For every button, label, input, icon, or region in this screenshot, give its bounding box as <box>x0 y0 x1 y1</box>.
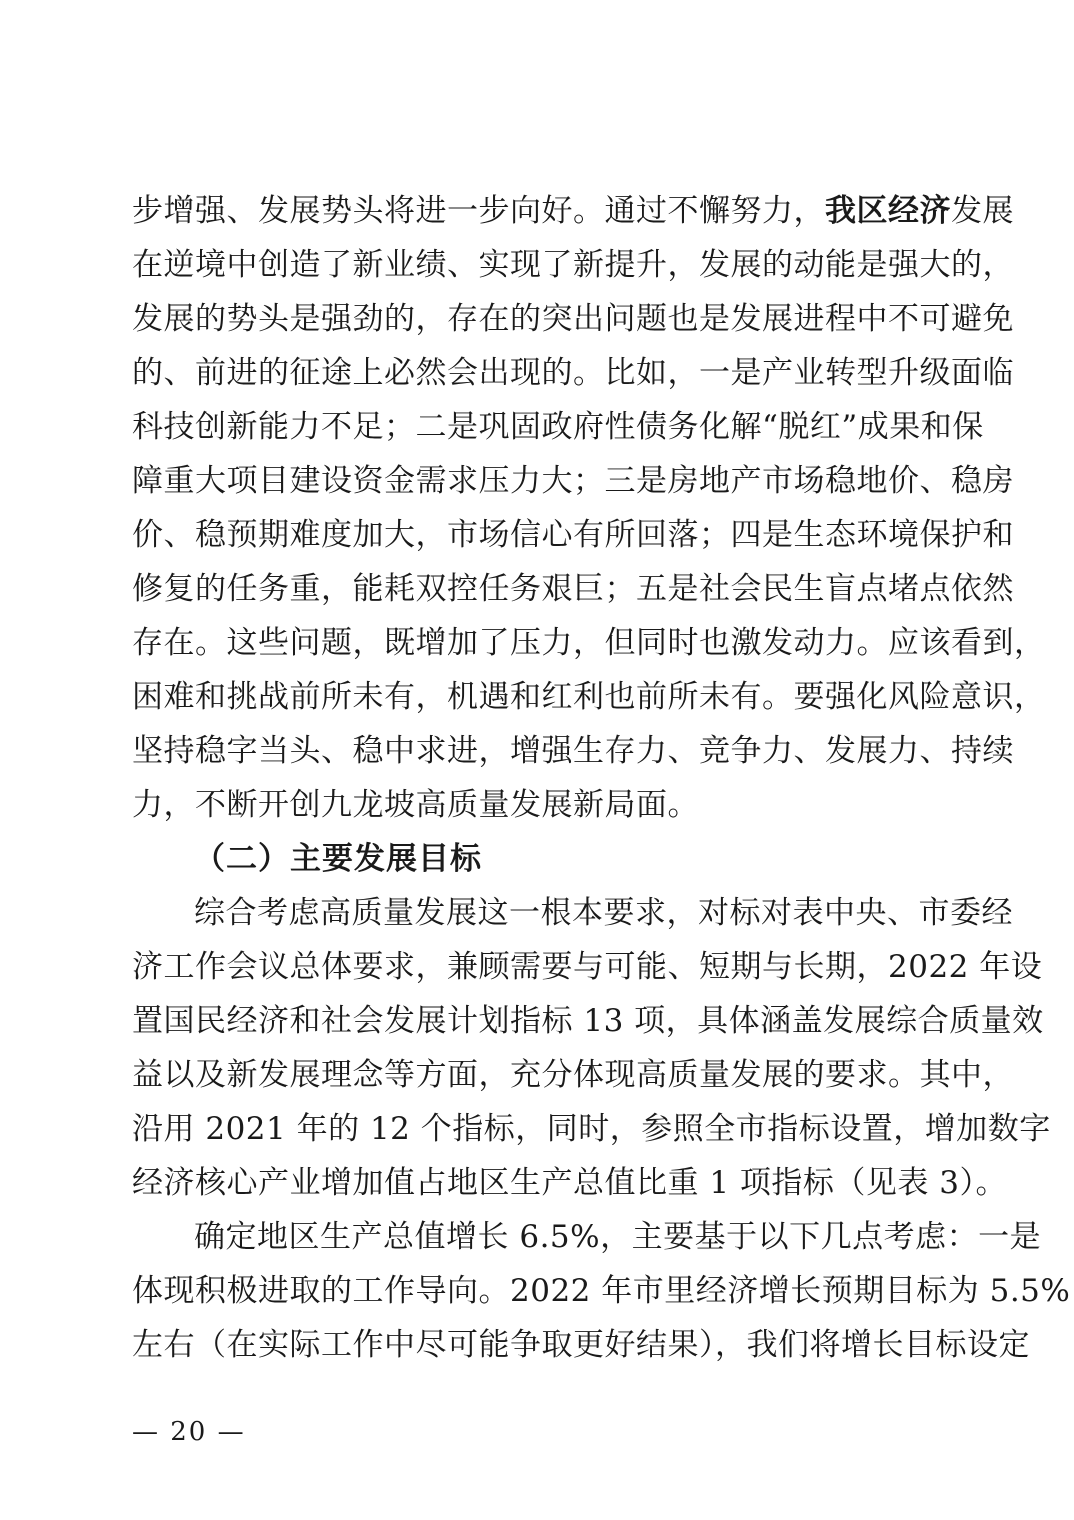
text-run: 步增强、发展势头将进一步向好。通过不懈努力， <box>132 193 825 229</box>
paragraph-1-line-4: 的、前进的征途上必然会出现的。比如，一是产业转型升级面临 <box>132 355 1014 391</box>
paragraph-1-line-10: 困难和挑战前所未有，机遇和红利也前所未有。要强化风险意识， <box>132 679 1046 715</box>
paragraph-1-line-8: 修复的任务重，能耗双控任务艰巨；五是社会民生盲点堵点依然 <box>132 571 1014 607</box>
paragraph-1-line-2: 在逆境中创造了新业绩、实现了新提升，发展的动能是强大的， <box>132 247 1014 283</box>
paragraph-3-line-1: 确定地区生产总值增长 6.5%，主要基于以下几点考虑：一是 <box>194 1219 1042 1255</box>
paragraph-1-line-3: 发展的势头是强劲的，存在的突出问题也是发展进程中不可避免 <box>132 301 1014 337</box>
paragraph-1-line-1 <box>132 186 1014 236</box>
emphasis-text: 我区经济 <box>825 193 951 229</box>
paragraph-2-line-5: 沿用 2021 年的 12 个指标，同时，参照全市指标设置，增加数字 <box>132 1111 1051 1147</box>
paragraph-2-line-2: 济工作会议总体要求，兼顾需要与可能、短期与长期，2022 年设 <box>132 949 1043 985</box>
paragraph-3-line-3: 左右（在实际工作中尽可能争取更好结果），我们将增长目标设定 <box>132 1327 1030 1363</box>
page-number: — 20 — <box>132 1417 246 1447</box>
paragraph-1-line-6: 障重大项目建设资金需求压力大；三是房地产市场稳地价、稳房 <box>132 463 1014 499</box>
paragraph-1-line-9: 存在。这些问题，既增加了压力，但同时也激发动力。应该看到， <box>132 625 1046 661</box>
paragraph-2-line-3: 置国民经济和社会发展计划指标 13 项，具体涵盖发展综合质量效 <box>132 1003 1044 1039</box>
paragraph-2-line-1: 综合考虑高质量发展这一根本要求，对标对表中央、市委经 <box>194 895 1013 931</box>
paragraph-2-line-6: 经济核心产业增加值占地区生产总值比重 1 项指标（见表 3）。 <box>132 1165 1008 1201</box>
paragraph-3-line-2: 体现积极进取的工作导向。2022 年市里经济增长预期目标为 5.5% <box>132 1273 1071 1309</box>
paragraph-1-line-11: 坚持稳字当头、稳中求进，增强生存力、竞争力、发展力、持续 <box>132 733 1014 769</box>
paragraph-2-line-4: 益以及新发展理念等方面，充分体现高质量发展的要求。其中， <box>132 1057 1014 1093</box>
paragraph-1-line-5: 科技创新能力不足；二是巩固政府性债务化解“脱红”成果和保 <box>132 409 984 445</box>
section-heading: （二）主要发展目标 <box>194 841 482 877</box>
text-run: 发展 <box>951 193 1014 229</box>
paragraph-1-line-12: 力，不断开创九龙坡高质量发展新局面。 <box>132 787 699 823</box>
paragraph-1-line-7: 价、稳预期难度加大，市场信心有所回落；四是生态环境保护和 <box>132 517 1014 553</box>
